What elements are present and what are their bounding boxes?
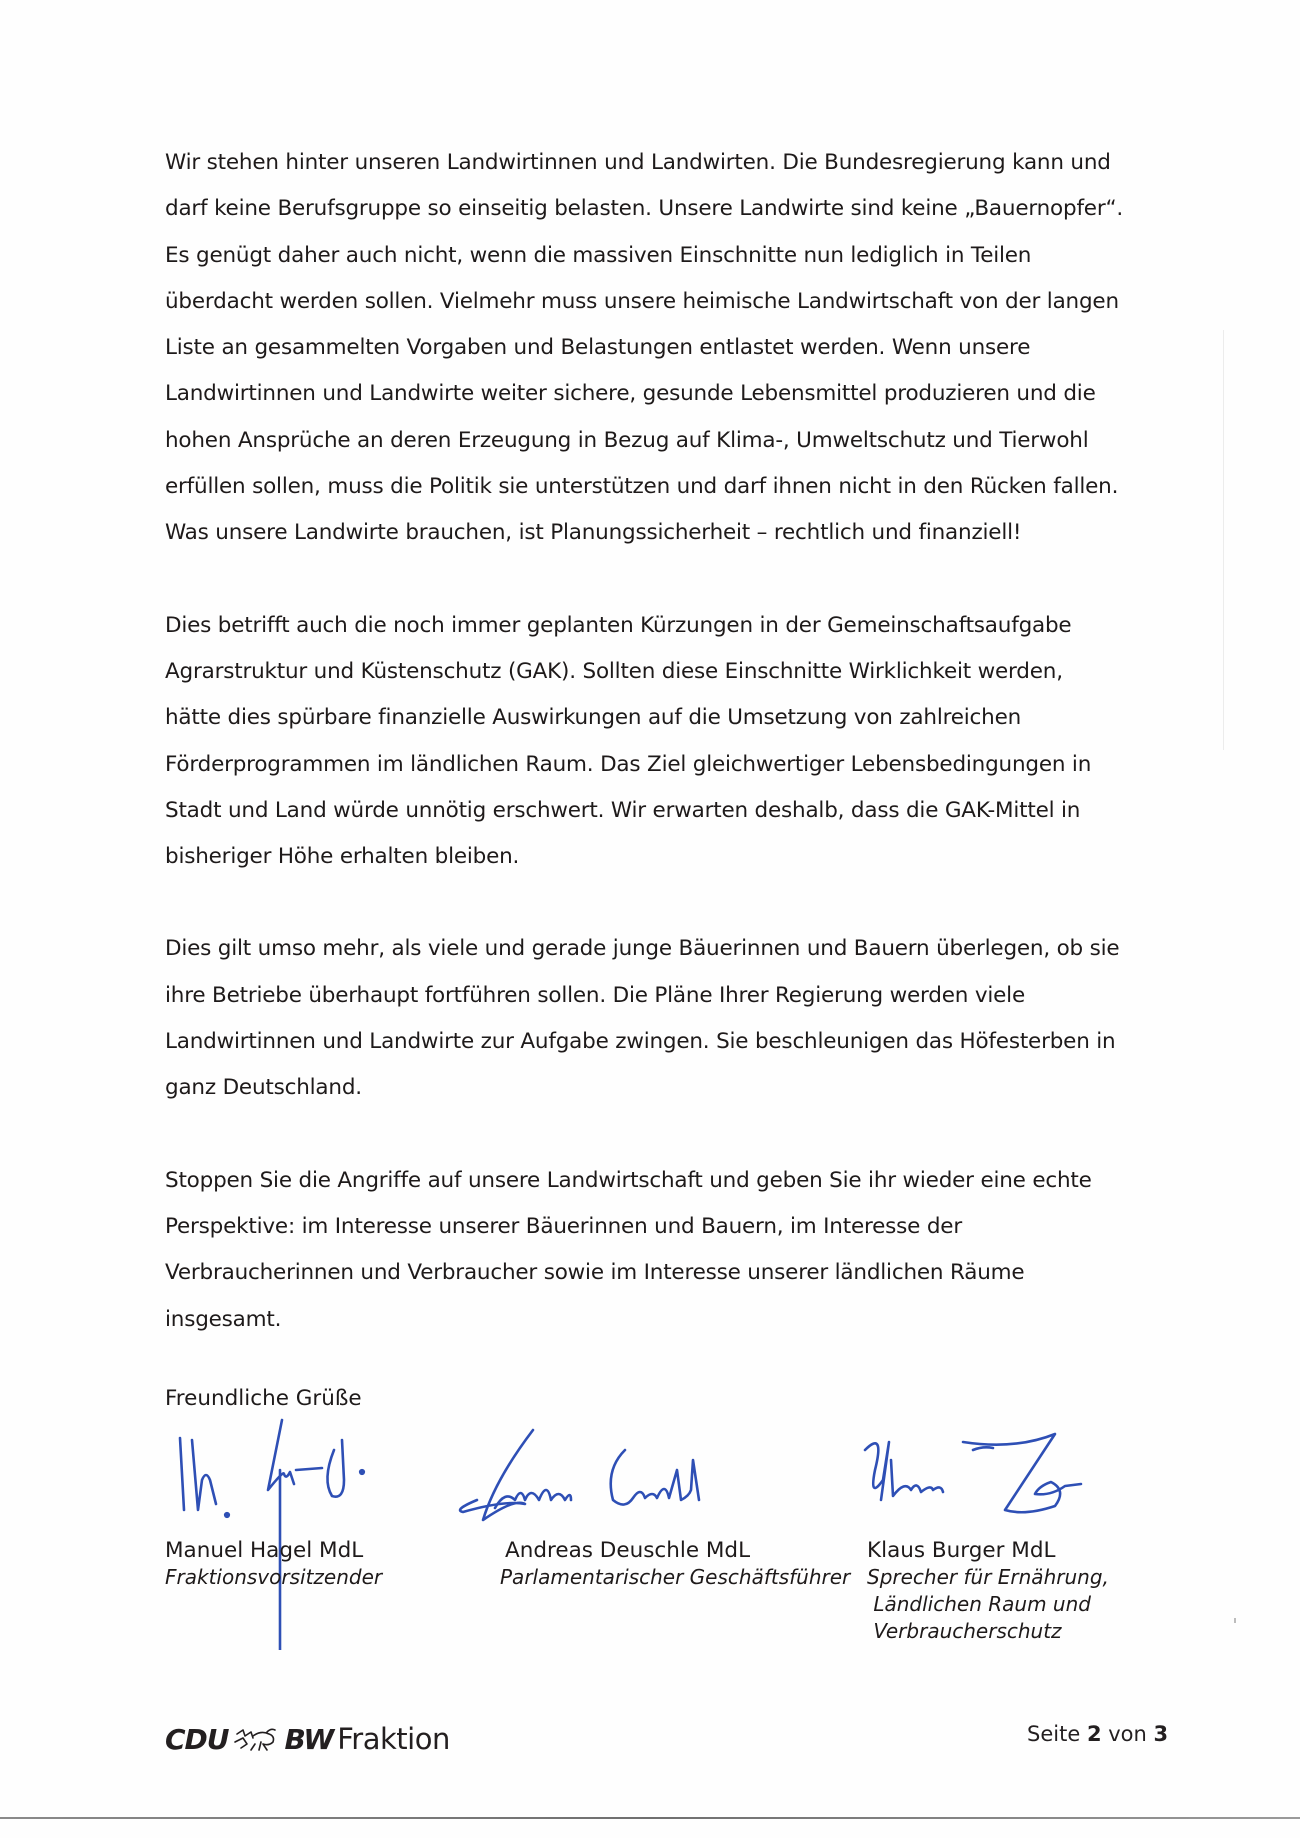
scan-artifact-speck: [1234, 1618, 1236, 1623]
scan-artifact-line: [1223, 330, 1224, 750]
logo-text-bw: BW: [284, 1722, 334, 1756]
text-line: Stoppen Sie die Angriffe auf unsere Landwirtschaft und geben Sie ihr wieder eine echte: [165, 1167, 1092, 1193]
signature-burger: [855, 1420, 1115, 1530]
signatory-role: Parlamentarischer Geschäftsführer: [500, 1565, 851, 1589]
text-line: Perspektive: im Interesse unserer Bäuerinnen und Bauern, im Interesse der: [165, 1213, 962, 1239]
signatory-deuschle: [500, 1537, 850, 1591]
signatory-name: Klaus Burger MdL: [867, 1538, 1056, 1563]
logo-text-cdu: CDU: [165, 1722, 229, 1756]
text-line: Liste an gesammelten Vorgaben und Belastungen entlastet werden. Wenn unsere: [165, 335, 1031, 361]
signatory-role: Verbraucherschutz: [867, 1619, 1062, 1643]
text-line: bisheriger Höhe erhalten bleiben.: [165, 844, 520, 870]
page-label-middle: von: [1108, 1722, 1147, 1746]
signatory-name: Manuel Hagel MdL: [165, 1538, 364, 1563]
page-total: 3: [1153, 1722, 1169, 1746]
text-line: überdacht werden sollen. Vielmehr muss unsere heimische Landwirtschaft von der langen: [165, 288, 1119, 314]
text-line: Landwirtinnen und Landwirte weiter sichere, gesunde Lebensmittel produzieren und die: [165, 381, 1096, 407]
paragraph-3: [165, 926, 1155, 1111]
signatory-role: Sprecher für Ernährung,: [867, 1565, 1109, 1589]
text-line: darf keine Berufsgruppe so einseitig belasten. Unsere Landwirte sind keine „Bauernopfer“.: [165, 196, 1124, 222]
logo-text-fraktion: Fraktion: [337, 1722, 450, 1756]
text-line: ihre Betriebe überhaupt fortführen sollen. Die Pläne Ihrer Regierung werden viele: [165, 982, 1025, 1008]
page-label-prefix: Seite: [1027, 1722, 1081, 1746]
text-line: Stadt und Land würde unnötig erschwert. Wir erwarten deshalb, dass die GAK-Mittel in: [165, 797, 1081, 823]
paragraph-2: [165, 603, 1155, 881]
text-line: ganz Deutschland.: [165, 1075, 362, 1101]
lion-icon: [233, 1724, 279, 1754]
closing-greeting: Freundliche Grüße: [165, 1386, 362, 1411]
text-line: erfüllen sollen, muss die Politik sie unterstützen und darf ihnen nicht in den Rücken fallen.: [165, 474, 1119, 500]
text-line: insgesamt.: [165, 1306, 282, 1332]
cdu-bw-fraktion-logo: [165, 1717, 450, 1761]
signatory-name: Andreas Deuschle MdL: [505, 1538, 751, 1563]
text-line: Dies gilt umso mehr, als viele und gerade junge Bäuerinnen und Bauern überlegen, ob sie: [165, 936, 1120, 962]
signatory-burger: [867, 1537, 1109, 1645]
text-line: Wir stehen hinter unseren Landwirtinnen und Landwirten. Die Bundesregierung kann und: [165, 150, 1111, 175]
text-line: hätte dies spürbare finanzielle Auswirkungen auf die Umsetzung von zahlreichen: [165, 705, 1022, 731]
text-line: Förderprogrammen im ländlichen Raum. Das Ziel gleichwertiger Lebensbedingungen in: [165, 751, 1092, 777]
page-number: [1027, 1722, 1168, 1746]
paragraph-1: [165, 140, 1155, 557]
signature-hagel: [172, 1410, 402, 1650]
page-bottom-rule: [0, 1817, 1300, 1819]
letter-body: [165, 140, 1155, 1389]
text-line: Es genügt daher auch nicht, wenn die massiven Einschnitte nun lediglich in Teilen: [165, 242, 1032, 268]
text-line: Verbraucherinnen und Verbraucher sowie im Interesse unserer ländlichen Räume: [165, 1260, 1025, 1286]
text-line: hohen Ansprüche an deren Erzeugung in Bezug auf Klima-, Umweltschutz und Tierwohl: [165, 427, 1089, 453]
page-current: 2: [1086, 1722, 1102, 1746]
signatory-role: Fraktionsvorsitzender: [165, 1565, 383, 1589]
text-line: Was unsere Landwirte brauchen, ist Planungssicherheit – rechtlich und finanziell!: [165, 520, 1022, 546]
text-line: Dies betrifft auch die noch immer geplanten Kürzungen in der Gemeinschaftsaufgabe: [165, 612, 1072, 638]
signature-deuschle: [455, 1420, 775, 1540]
text-line: Agrarstruktur und Küstenschutz (GAK). Sollten diese Einschnitte Wirklichkeit werden,: [165, 658, 1063, 684]
signatory-hagel: [165, 1537, 382, 1591]
paragraph-4: [165, 1158, 1155, 1343]
signatory-role: Ländlichen Raum und: [867, 1592, 1091, 1616]
text-line: Landwirtinnen und Landwirte zur Aufgabe zwingen. Sie beschleunigen das Höfesterben in: [165, 1029, 1116, 1055]
